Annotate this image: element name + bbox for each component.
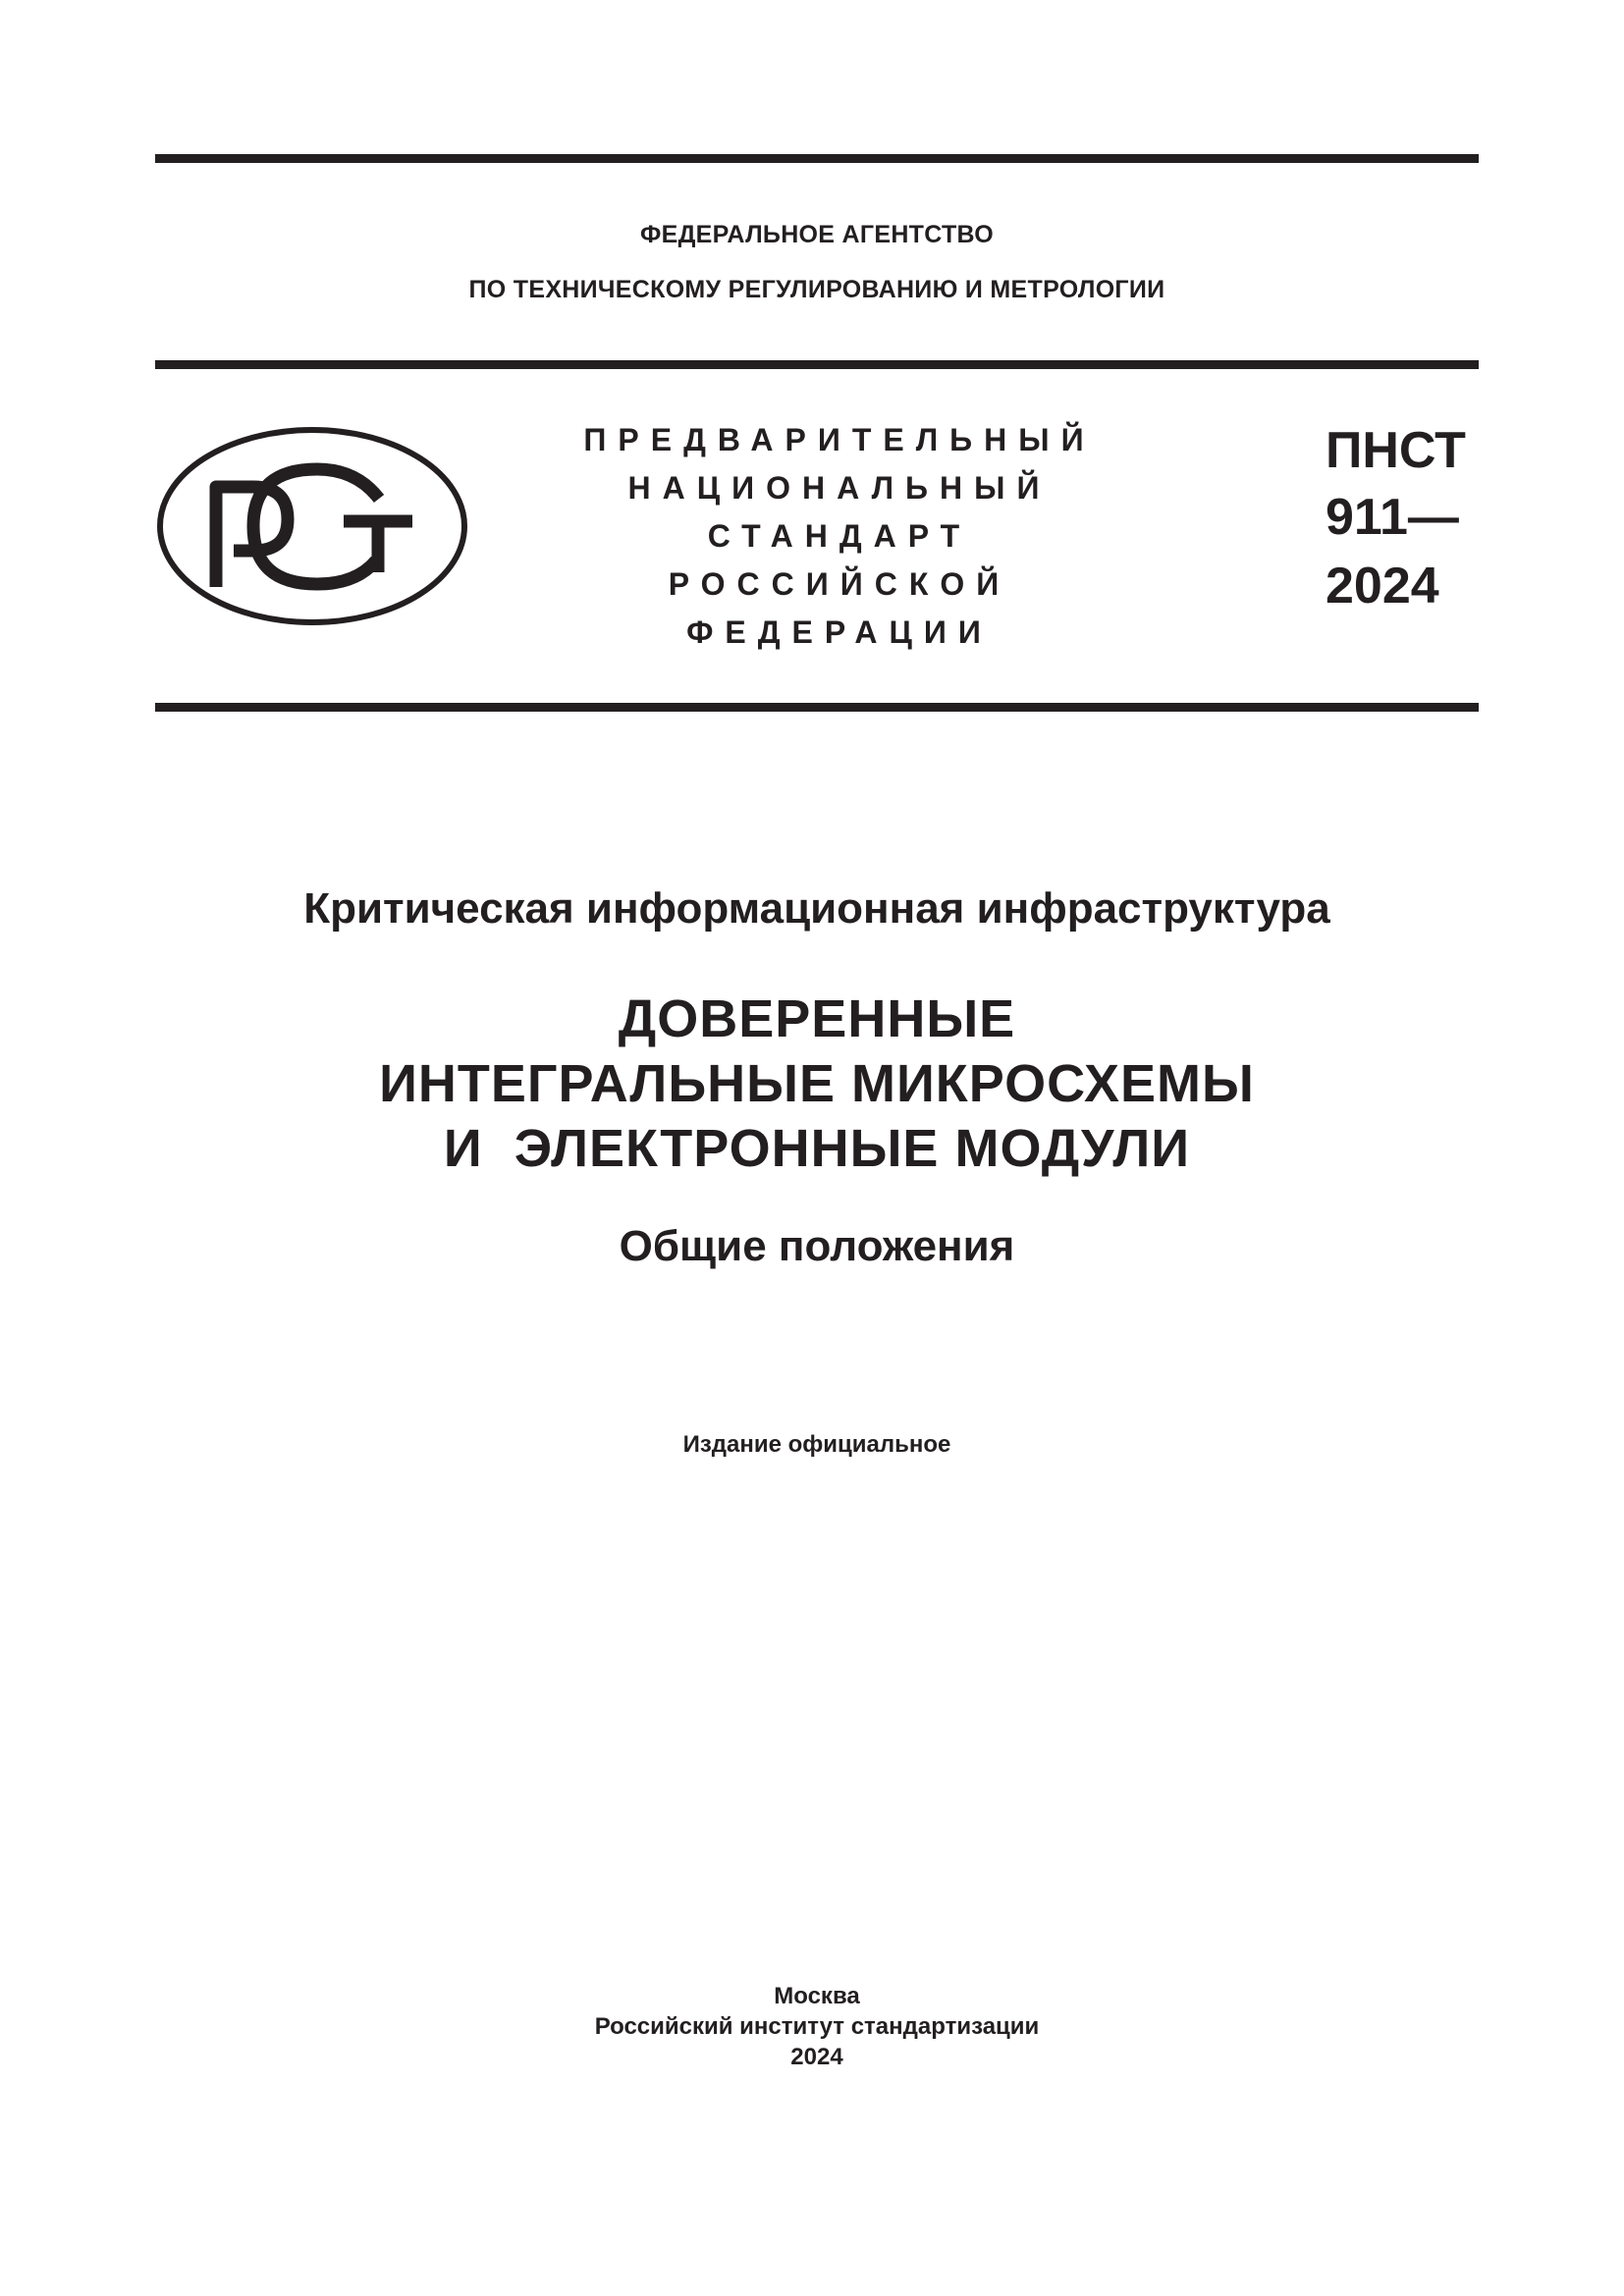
- standard-kind-line-2: НАЦИОНАЛЬНЫЙ: [627, 470, 1052, 506]
- designation-year: 2024: [1326, 558, 1439, 614]
- standard-kind-line-3: СТАНДАРТ: [707, 518, 972, 554]
- standard-kind-line-5: ФЕДЕРАЦИИ: [686, 614, 993, 650]
- header-rule: [155, 360, 1479, 369]
- series-title: Критическая информационная инфраструктура: [303, 884, 1330, 933]
- main-title-line-2: ИНТЕГРАЛЬНЫЕ МИКРОСХЕМЫ: [379, 1054, 1255, 1113]
- main-title-line-1: ДОВЕРЕННЫЕ: [618, 989, 1016, 1048]
- edition-label: Издание официальное: [682, 1431, 951, 1458]
- agency-line-2: ПО ТЕХНИЧЕСКОМУ РЕГУЛИРОВАНИЮ И МЕТРОЛОГИИ: [468, 276, 1165, 303]
- publisher-year: 2024: [790, 2044, 843, 2070]
- agency-line-1: ФЕДЕРАЛЬНОЕ АГЕНТСТВО: [639, 221, 995, 248]
- standard-kind-line-1: ПРЕДВАРИТЕЛЬНЫЙ: [583, 422, 1096, 457]
- rst-emblem-icon: [155, 425, 469, 627]
- publisher-city: Москва: [774, 1983, 860, 2009]
- publisher-organization: Российский институт стандартизации: [594, 2013, 1040, 2040]
- standard-kind-line-4: РОССИЙСКОЙ: [668, 566, 1011, 602]
- top-rule: [155, 154, 1479, 163]
- title-block-rule: [155, 703, 1479, 712]
- designation-prefix: ПНСТ: [1326, 422, 1466, 479]
- designation-number: 911—: [1326, 489, 1459, 546]
- subtitle: Общие положения: [619, 1222, 1015, 1270]
- main-title-line-3: И ЭЛЕКТРОННЫЕ МОДУЛИ: [443, 1119, 1191, 1178]
